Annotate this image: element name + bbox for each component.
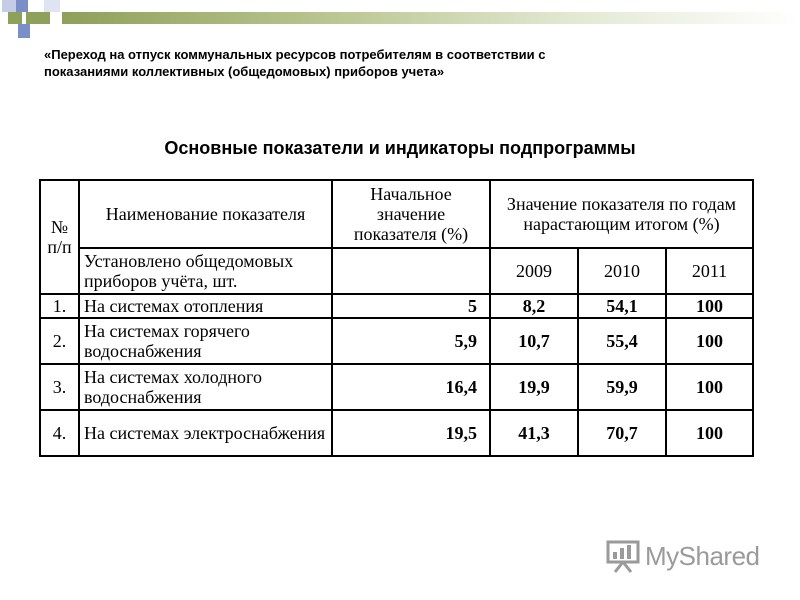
header-num: № п/п [40,180,79,294]
row-2011: 100 [666,364,753,410]
row-2009: 10,7 [490,318,578,364]
row-2009: 19,9 [490,364,578,410]
decor-square-blue-3 [18,24,30,38]
row-name: На системах электроснабжения [79,410,332,456]
row-2009: 41,3 [490,410,578,456]
row-num: 4. [40,410,79,456]
header-values: Значение показателя по годам нарастающим итогом (%) [490,180,753,248]
row-initial: 5,9 [332,318,490,364]
table-row [40,410,753,456]
row-2011: 100 [666,294,753,318]
row-2010: 54,1 [578,294,666,318]
year-2010: 2010 [578,248,666,294]
header-name: Наименование показателя [79,180,332,248]
decorative-header [0,0,800,40]
myshared-logo[interactable] [605,538,775,574]
row-num: 1. [40,294,79,318]
decor-square-lightblue [44,0,60,12]
decor-square-blue-1 [2,0,16,12]
year-2011: 2011 [666,248,753,294]
row-name: На системах холодного водоснабжения [79,364,332,410]
row-2010: 70,7 [578,410,666,456]
page-title: Основные показатели и индикаторы подпрограммы [164,138,636,158]
table-subheader-row [40,248,753,294]
row-2011: 100 [666,410,753,456]
subheader-empty [332,248,490,294]
row-initial: 5 [332,294,490,318]
row-name: На системах отопления [79,294,332,318]
table-row [40,294,753,318]
table-row [40,318,753,364]
row-2011: 100 [666,318,753,364]
logo-text: MyShared [645,541,760,571]
year-2009: 2009 [490,248,578,294]
indicators-table [39,179,754,457]
decor-square-green-1 [8,12,22,24]
subtitle-line-1: «Переход на отпуск коммунальных ресурсов потребителям в соответствии с [44,47,546,62]
table-header-row [40,180,753,248]
row-2010: 59,9 [578,364,666,410]
header-initial: Начальное значение показателя (%) [332,180,490,248]
row-initial: 19,5 [332,410,490,456]
decor-square-green-2 [26,12,50,24]
presentation-board-icon [605,538,641,574]
group-label: Установлено общедомовых приборов учёта, шт. [79,248,332,294]
row-name: На системах горячего водоснабжения [79,318,332,364]
row-initial: 16,4 [332,364,490,410]
row-num: 3. [40,364,79,410]
table-row [40,364,753,410]
decor-square-blue-2 [16,0,28,12]
row-2010: 55,4 [578,318,666,364]
row-num: 2. [40,318,79,364]
row-2009: 8,2 [490,294,578,318]
program-subtitle [44,46,764,80]
decor-gradient-bar [62,12,800,24]
subtitle-line-2: показаниями коллективных (общедомовых) приборов учета» [44,64,445,79]
